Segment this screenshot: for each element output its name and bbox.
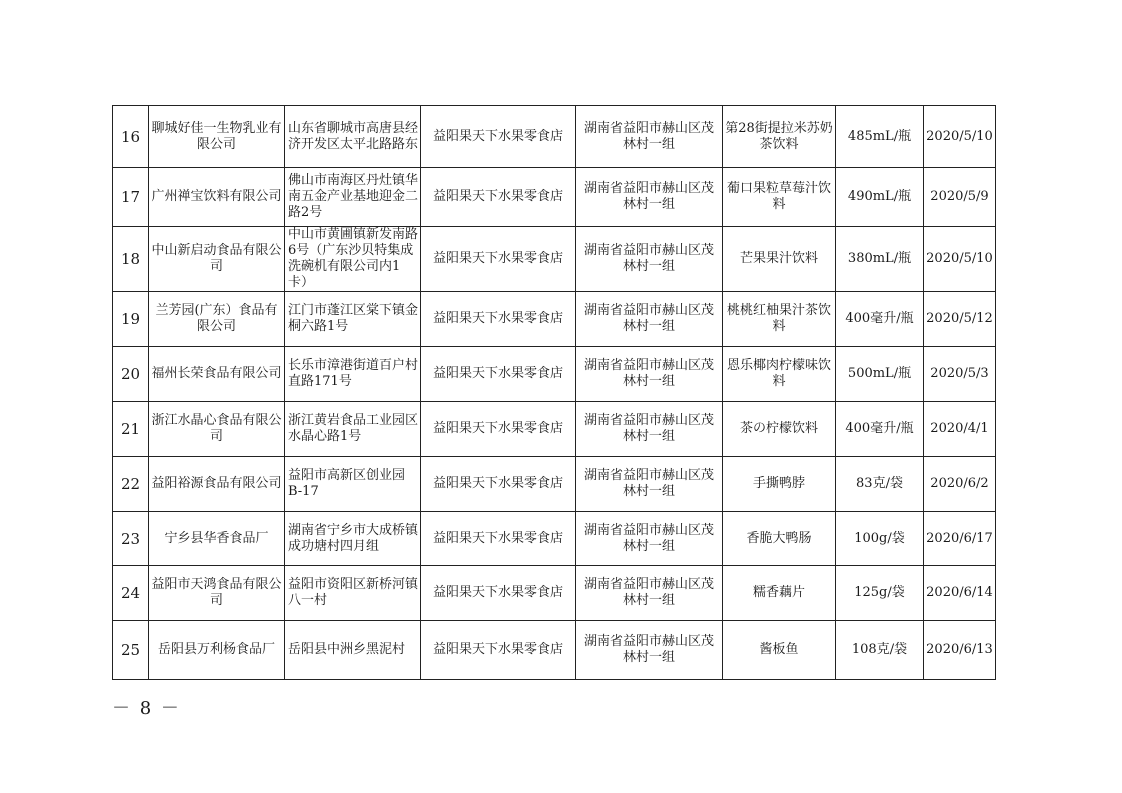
row-number: 18 [113,227,149,292]
producer-address: 山东省聊城市高唐县经济开发区太平北路路东 [285,106,421,168]
seller-name: 益阳果天下水果零食店 [421,347,576,402]
table-body [113,106,996,680]
producer-address: 中山市黄圃镇新发南路6号（广东沙贝特集成洗碗机有限公司内1卡） [285,227,421,292]
seller-address: 湖南省益阳市赫山区茂林村一组 [576,621,723,680]
table-row [113,457,996,512]
product-spec: 83克/袋 [836,457,924,512]
seller-name: 益阳果天下水果零食店 [421,227,576,292]
product-spec: 380mL/瓶 [836,227,924,292]
producer-address: 浙江黄岩食品工业园区水晶心路1号 [285,402,421,457]
page-number: － 8 － [112,698,181,719]
production-date: 2020/5/9 [924,168,996,227]
production-date: 2020/6/17 [924,512,996,566]
seller-address: 湖南省益阳市赫山区茂林村一组 [576,227,723,292]
product-spec: 500mL/瓶 [836,347,924,402]
row-number: 23 [113,512,149,566]
producer-name: 岳阳县万利杨食品厂 [149,621,285,680]
seller-address: 湖南省益阳市赫山区茂林村一组 [576,566,723,621]
table-row [113,227,996,292]
production-date: 2020/6/13 [924,621,996,680]
producer-address: 长乐市漳港街道百户村直路171号 [285,347,421,402]
production-date: 2020/6/14 [924,566,996,621]
product-name: 桃桃红柚果汁茶饮料 [723,292,836,347]
producer-address: 益阳市资阳区新桥河镇八一村 [285,566,421,621]
product-spec: 400毫升/瓶 [836,402,924,457]
producer-name: 益阳市天鸿食品有限公司 [149,566,285,621]
row-number: 24 [113,566,149,621]
producer-name: 兰芳园(广东）食品有限公司 [149,292,285,347]
product-spec: 485mL/瓶 [836,106,924,168]
seller-name: 益阳果天下水果零食店 [421,106,576,168]
product-name: 恩乐椰肉柠檬味饮料 [723,347,836,402]
product-spec: 490mL/瓶 [836,168,924,227]
product-name: 第28街提拉米苏奶茶饮料 [723,106,836,168]
production-date: 2020/6/2 [924,457,996,512]
product-name: 酱板鱼 [723,621,836,680]
product-spec: 400毫升/瓶 [836,292,924,347]
producer-name: 福州长荣食品有限公司 [149,347,285,402]
producer-name: 益阳裕源食品有限公司 [149,457,285,512]
producer-address: 益阳市高新区创业园B-17 [285,457,421,512]
product-spec: 125g/袋 [836,566,924,621]
row-number: 19 [113,292,149,347]
row-number: 21 [113,402,149,457]
seller-address: 湖南省益阳市赫山区茂林村一组 [576,347,723,402]
seller-name: 益阳果天下水果零食店 [421,292,576,347]
producer-address: 湖南省宁乡市大成桥镇成功塘村四月组 [285,512,421,566]
seller-name: 益阳果天下水果零食店 [421,566,576,621]
table-row [113,347,996,402]
production-date: 2020/5/3 [924,347,996,402]
producer-address: 岳阳县中洲乡黑泥村 [285,621,421,680]
row-number: 16 [113,106,149,168]
production-date: 2020/5/12 [924,292,996,347]
seller-name: 益阳果天下水果零食店 [421,457,576,512]
product-name: 手撕鸭脖 [723,457,836,512]
table-row [113,292,996,347]
producer-name: 宁乡县华香食品厂 [149,512,285,566]
row-number: 20 [113,347,149,402]
producer-name: 聊城好佳一生物乳业有限公司 [149,106,285,168]
table-row [113,621,996,680]
table-row [113,106,996,168]
producer-name: 浙江水晶心食品有限公司 [149,402,285,457]
production-date: 2020/4/1 [924,402,996,457]
product-name: 糯香藕片 [723,566,836,621]
table-row [113,512,996,566]
product-name: 香脆大鸭肠 [723,512,836,566]
row-number: 25 [113,621,149,680]
table-row [113,402,996,457]
seller-name: 益阳果天下水果零食店 [421,621,576,680]
row-number: 22 [113,457,149,512]
table-row [113,566,996,621]
seller-name: 益阳果天下水果零食店 [421,512,576,566]
product-spec: 100g/袋 [836,512,924,566]
seller-address: 湖南省益阳市赫山区茂林村一组 [576,292,723,347]
seller-address: 湖南省益阳市赫山区茂林村一组 [576,168,723,227]
producer-address: 江门市蓬江区棠下镇金桐六路1号 [285,292,421,347]
product-spec: 108克/袋 [836,621,924,680]
product-table [112,105,996,680]
seller-address: 湖南省益阳市赫山区茂林村一组 [576,106,723,168]
producer-name: 中山新启动食品有限公司 [149,227,285,292]
seller-address: 湖南省益阳市赫山区茂林村一组 [576,512,723,566]
producer-address: 佛山市南海区丹灶镇华南五金产业基地迎金二路2号 [285,168,421,227]
row-number: 17 [113,168,149,227]
seller-name: 益阳果天下水果零食店 [421,402,576,457]
seller-name: 益阳果天下水果零食店 [421,168,576,227]
product-name: 茶の柠檬饮料 [723,402,836,457]
seller-address: 湖南省益阳市赫山区茂林村一组 [576,402,723,457]
producer-name: 广州禅宝饮料有限公司 [149,168,285,227]
product-name: 葡口果粒草莓汁饮料 [723,168,836,227]
table-row [113,168,996,227]
production-date: 2020/5/10 [924,106,996,168]
seller-address: 湖南省益阳市赫山区茂林村一组 [576,457,723,512]
product-name: 芒果果汁饮料 [723,227,836,292]
production-date: 2020/5/10 [924,227,996,292]
